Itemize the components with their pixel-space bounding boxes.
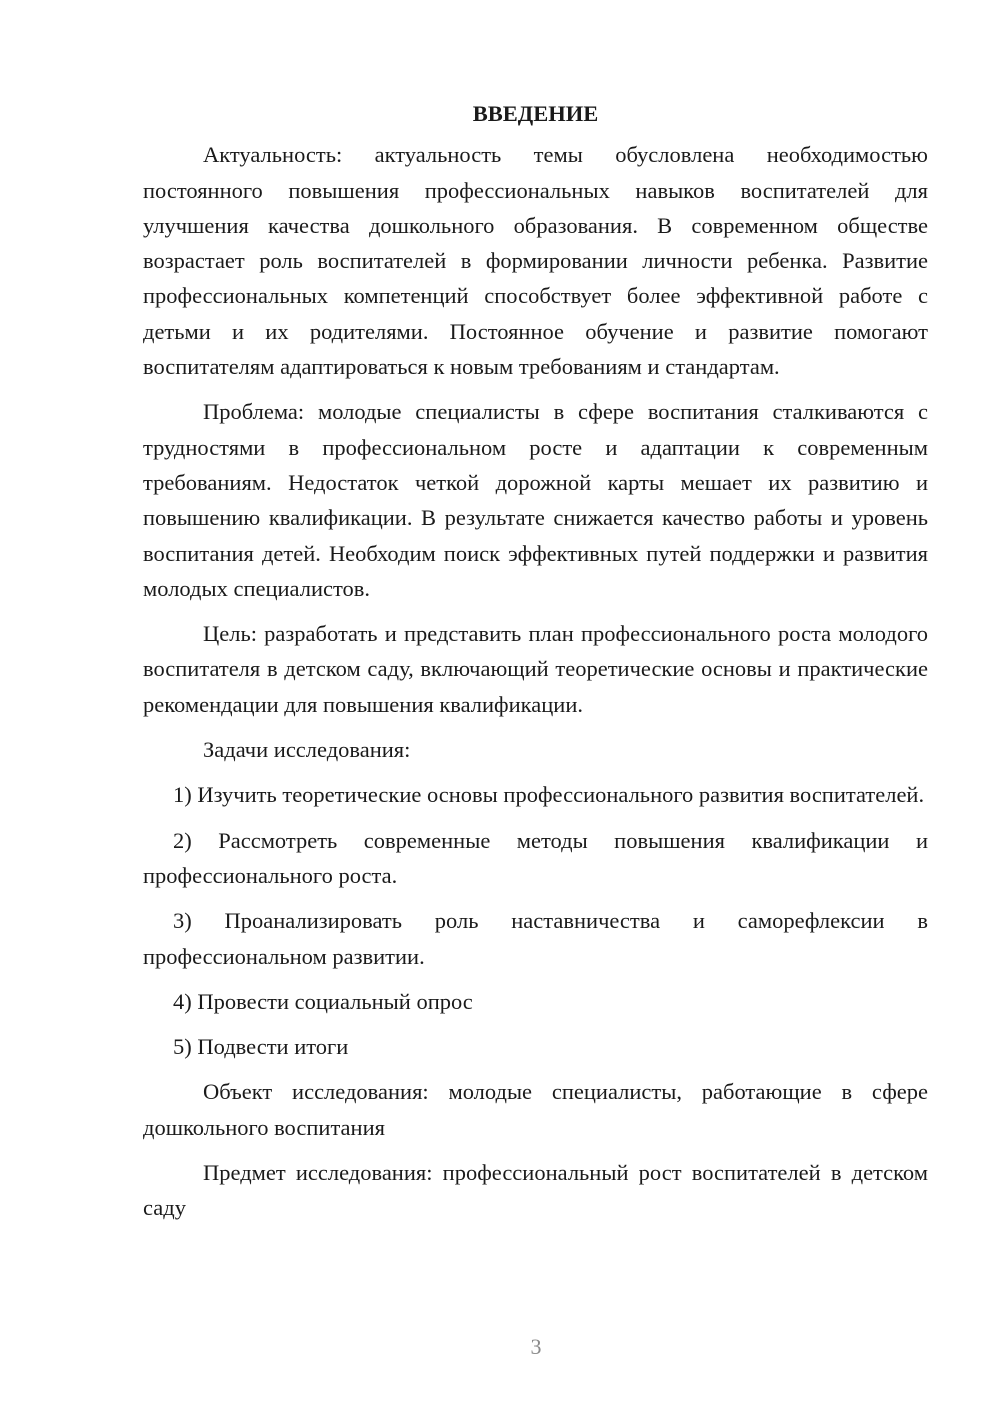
subject-paragraph: Предмет исследования: профессиональный рост воспитателей в детском саду [143,1160,928,1221]
task-item-3: 3) Проанализировать роль наставничества и саморефлексии в профессиональном развитии. [143,908,928,969]
task-item-2: 2) Рассмотреть современные методы повышения квалификации и профессионального роста. [143,827,928,888]
page-title: ВВЕДЕНИЕ [472,101,599,126]
relevance-paragraph: Актуальность: актуальность темы обусловлена необходимостью постоянного повышения профессиональных навыков воспитателей для улучшения качества дошкольного образования. В современном обществе возрастает роль воспитателей в формировании личности ребенка. Развитие профессиональных компетенций способствует более эффективной работе с детьми и их родителями. Постоянное обучение и развитие помогают воспитателям адаптироваться к новым требованиям и стандартам. [143,142,928,380]
task-item-4: 4) Провести социальный опрос [173,988,473,1014]
tasks-list [143,777,928,1064]
object-paragraph: Объект исследования: молодые специалисты, работающие в сфере дошкольного воспитания [143,1079,928,1140]
tasks-heading: Задачи исследования: [203,737,411,763]
task-item-5: 5) Подвести итоги [173,1034,349,1060]
problem-paragraph: Проблема: молодые специалисты в сфере воспитания сталкиваются с трудностями в профессиональном росте и адаптации к современным требованиям. Недостаток четкой дорожной карты мешает их развитию и повышению квалификации. В результате снижается качество работы и уровень воспитания детей. Необходим поиск эффективных путей поддержки и развития молодых специалистов. [143,399,928,601]
page-content [143,96,928,1236]
page-number: 3 [530,1334,542,1359]
task-item-1: 1) Изучить теоретические основы профессионального развития воспитателей. [173,782,925,808]
goal-paragraph: Цель: разработать и представить план профессионального роста молодого воспитателя в детском саду, включающий теоретические основы и практические рекомендации для повышения квалификации. [143,621,928,717]
